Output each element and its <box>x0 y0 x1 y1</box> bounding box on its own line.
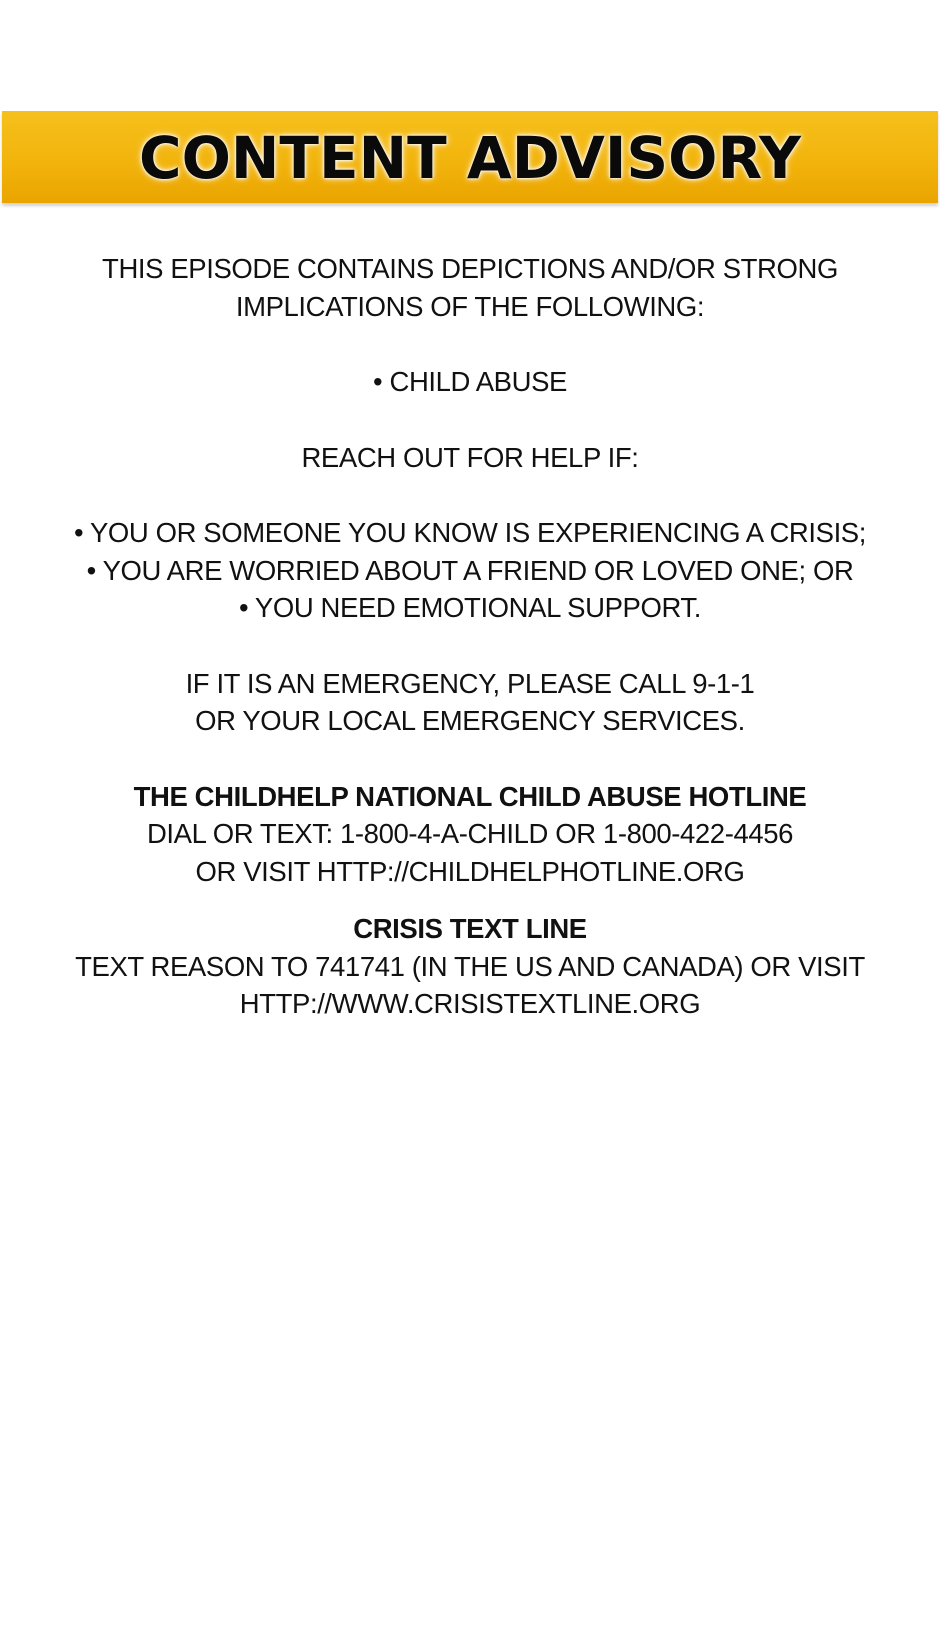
help-item: • YOU ARE WORRIED ABOUT A FRIEND OR LOVED ONE; OR <box>86 554 854 586</box>
hotline-phone: DIAL OR TEXT: 1-800-4-A-CHILD OR 1-800-422-4456 <box>146 818 794 849</box>
intro-line-2: IMPLICATIONS OF THE FOLLOWING: <box>235 290 705 322</box>
crisis-line-name: CRISIS TEXT LINE <box>353 913 587 944</box>
help-item: • YOU NEED EMOTIONAL SUPPORT. <box>238 592 702 623</box>
advisory-body <box>0 250 940 1023</box>
crisis-line-link[interactable]: HTTP://WWW.CRISISTEXTLINE.ORG <box>239 988 701 1019</box>
topic-item: • CHILD ABUSE <box>373 366 567 397</box>
help-heading: REACH OUT FOR HELP IF: <box>301 441 639 473</box>
advisory-banner <box>2 111 938 203</box>
hotline-name: THE CHILDHELP NATIONAL CHILD ABUSE HOTLINE <box>133 780 807 812</box>
intro-line-1: THIS EPISODE CONTAINS DEPICTIONS AND/OR STRONG <box>102 253 838 284</box>
emergency-line-2: OR YOUR LOCAL EMERGENCY SERVICES. <box>195 705 745 736</box>
advisory-title: CONTENT ADVISORY <box>139 124 801 192</box>
hotline-link[interactable]: OR VISIT HTTP://CHILDHELPHOTLINE.ORG <box>195 855 745 887</box>
help-item: • YOU OR SOMEONE YOU KNOW IS EXPERIENCING A CRISIS; <box>74 517 866 548</box>
emergency-line-1: IF IT IS AN EMERGENCY, PLEASE CALL 9-1-1 <box>185 667 755 699</box>
crisis-line-text: TEXT REASON TO 741741 (IN THE US AND CANADA) OR VISIT <box>75 950 865 982</box>
